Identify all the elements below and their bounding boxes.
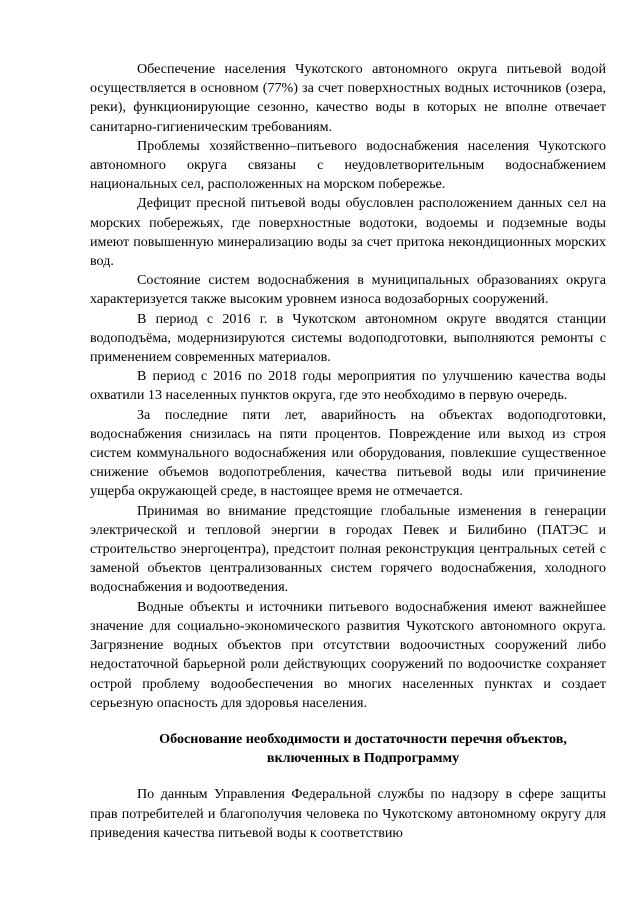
paragraph: В период с 2016 г. в Чукотском автономном округе вводятся станции водоподъёма, модернизируются системы водоподготовки, выполняются ремонты с применением современных материалов.: [90, 310, 606, 366]
section-heading-line-1: Обоснование необходимости и достаточности перечня объектов,: [159, 730, 567, 747]
paragraph: Принимая во внимание предстоящие глобальные изменения в генерации электрической и тепловой энергии в городах Певек и Билибино (ПАТЭС и строительство энергоцентра), предстоит полная реконструкция центральных сетей с заменой объектов централизованных систем горячего водоснабжения, холодного водоснабжения и водоотведения.: [90, 502, 606, 596]
paragraph: В период с 2016 по 2018 годы мероприятия по улучшению качества воды охватили 13 населенных пунктов округа, где это необходимо в первую очередь.: [90, 368, 606, 404]
paragraph: Дефицит пресной питьевой воды обусловлен расположением данных сел на морских побережьях, где поверхностные водотоки, водоемы и подземные воды имеют повышенную минерализацию воды за счет притока некондиционных морских вод.: [90, 195, 606, 270]
paragraph: Обеспечение населения Чукотского автономного округа питьевой водой осуществляется в основном (77%) за счет поверхностных водных источников (озера, реки), функционирующие сезонно, качество воды в которых не вполне отвечает санитарно-гигиеническим требованиям.: [90, 61, 606, 135]
paragraph: Водные объекты и источники питьевого водоснабжения имеют важнейшее значение для социально-экономического развития Чукотского автономного округа. Загрязнение водных объектов при отсутствии водоочистных сооружений либо недостаточной барьерной роли действующих сооружений по водоочистке сохраняет острой проблему водообеспечения во многих населенных пунктах и создает серьезную опасность для здоровья населения.: [90, 598, 606, 711]
paragraph: Состояние систем водоснабжения в муниципальных образованиях округа характеризуется также высоким уровнем износа водозаборных сооружений.: [90, 272, 606, 308]
paragraph: Проблемы хозяйственно–питьевого водоснабжения населения Чукотского автономного округа связаны с неудовлетворительным водоснабжением национальных сел, расположенных на морском побережье.: [90, 137, 606, 193]
final-paragraph: По данным Управления Федеральной службы по надзору в сфере защиты прав потребителей и благополучия человека по Чукотскому автономному округу для приведения качества питьевой воды к соответствию: [90, 786, 606, 841]
paragraph: За последние пяти лет, аварийность на объектах водоподготовки, водоснабжения снизилась на пяти процентов. Повреждение или выход из строя систем коммунального водоснабжения или оборудования, повлекшие существенное снижение объемов водопотребления, качества питьевой воды или причинение ущерба окружающей среде, в настоящее время не отмечается.: [90, 406, 606, 500]
section-heading-line-2: включенных в Подпрограмму: [266, 750, 460, 767]
section-heading: [90, 730, 606, 768]
